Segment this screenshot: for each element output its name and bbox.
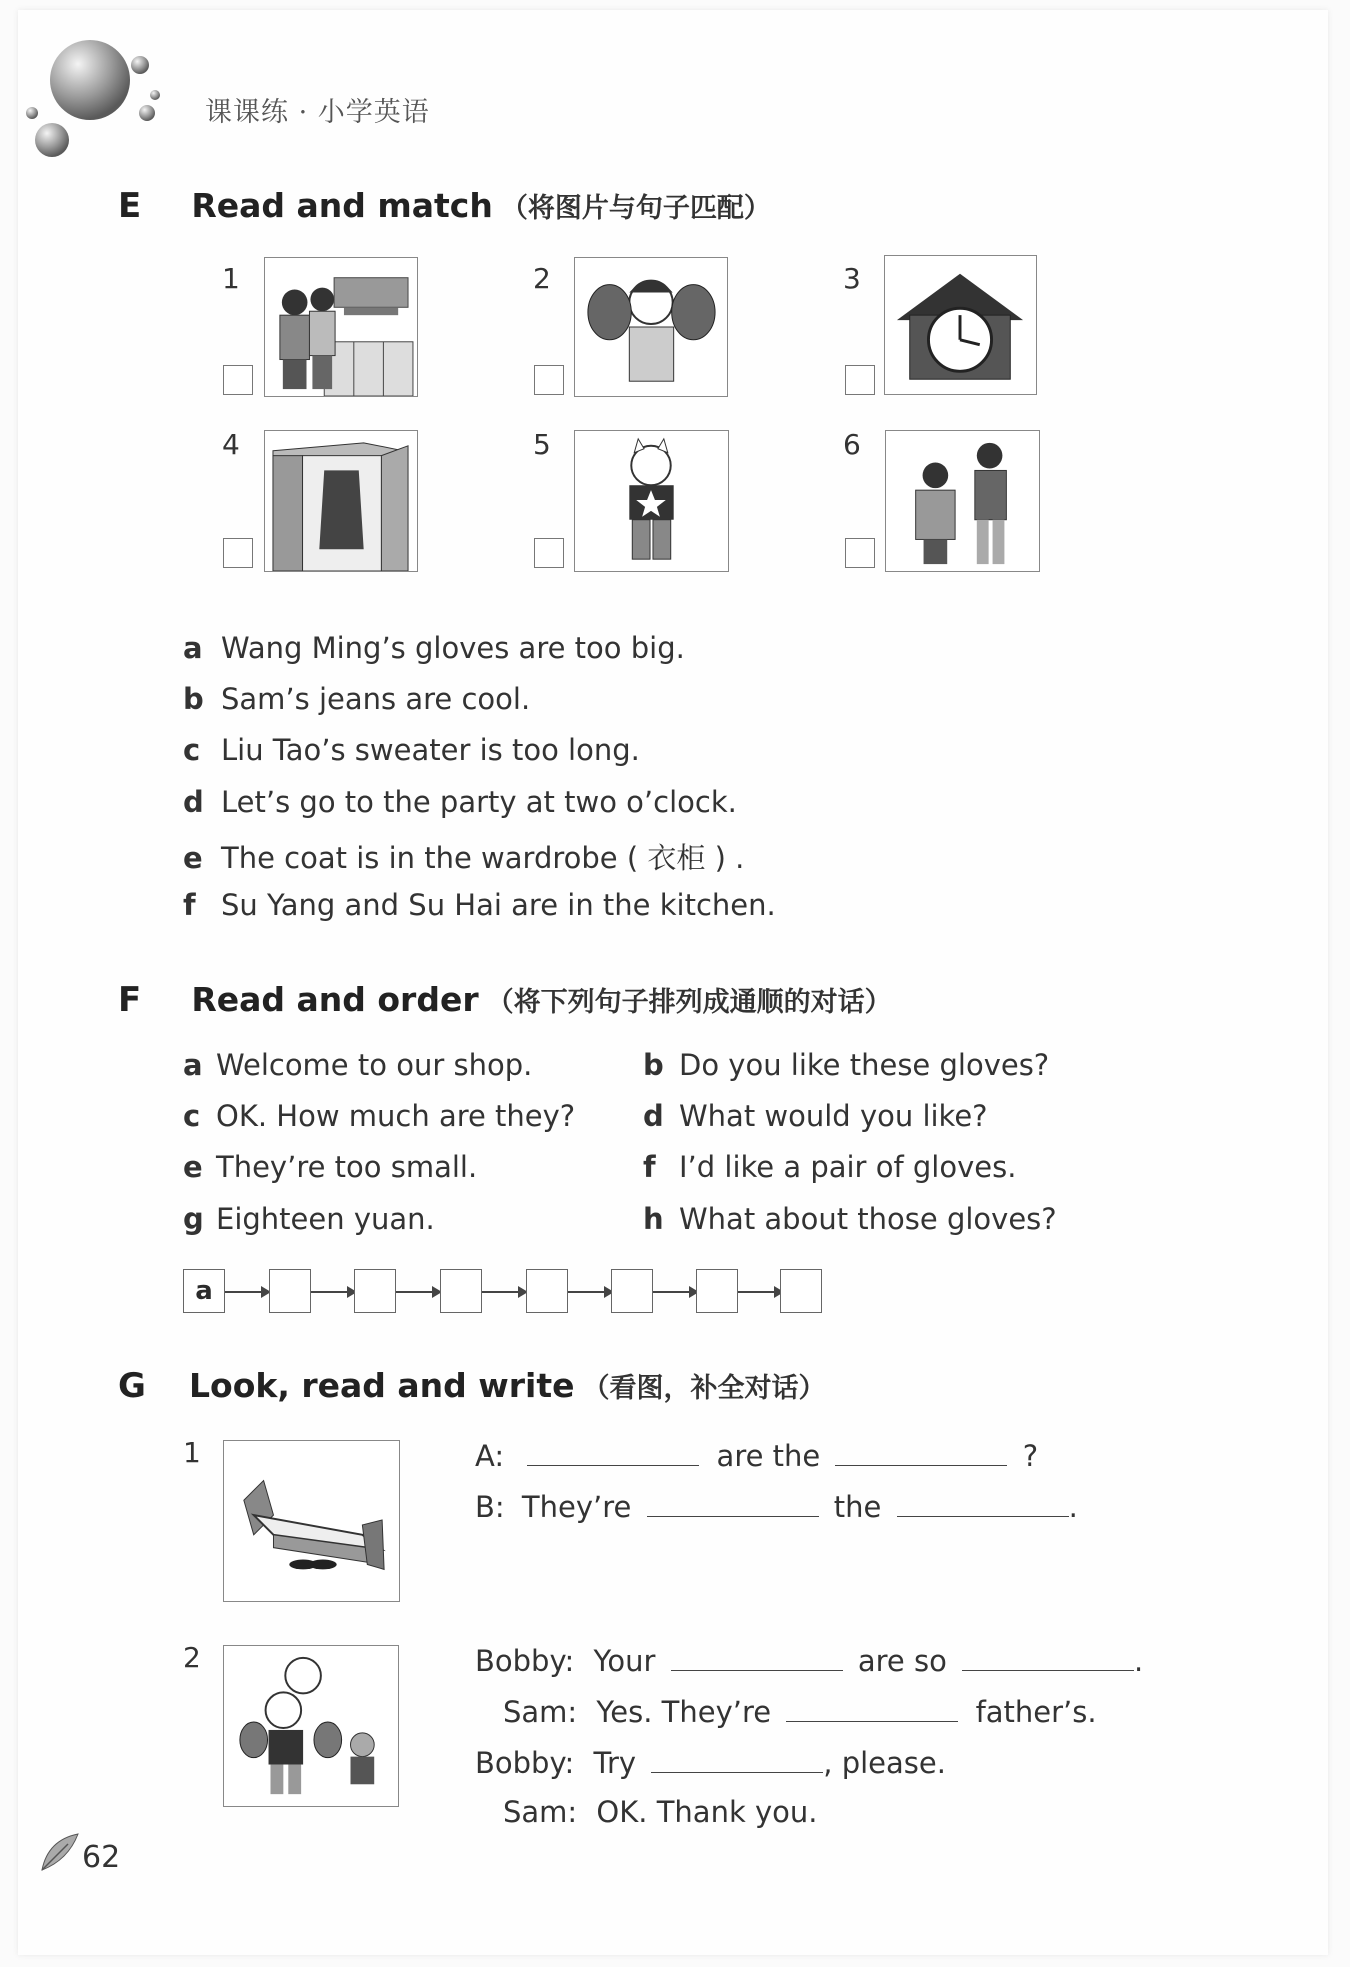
dialogue-text: the (833, 1490, 882, 1524)
item-letter: a (183, 631, 203, 665)
dialogue-text: father’s. (975, 1695, 1097, 1729)
arrow-icon (568, 1291, 612, 1293)
dialogue-text: . (1134, 1644, 1144, 1678)
order-box[interactable] (780, 1269, 822, 1313)
book-title: 课课练 · 小学英语 (205, 97, 430, 128)
dialogue-text: are the (716, 1439, 821, 1473)
answer-blank[interactable] (962, 1642, 1134, 1671)
section-subtitle: （将下列句子排列成通顺的对话） (486, 987, 892, 1018)
answer-box[interactable] (223, 538, 253, 568)
dialogue-text: Yes. They’re (596, 1695, 772, 1729)
section-letter: G (118, 1366, 146, 1406)
answer-blank[interactable] (527, 1437, 699, 1466)
sentence-item (183, 733, 640, 767)
sentence-item (183, 785, 737, 819)
answer-box[interactable] (845, 538, 875, 568)
speaker-label: Bobby: (475, 1746, 575, 1780)
speaker-label: B: (475, 1490, 505, 1524)
order-box[interactable] (440, 1269, 482, 1313)
answer-blank[interactable] (786, 1693, 958, 1722)
answer-blank[interactable] (651, 1744, 823, 1773)
answer-blank[interactable] (897, 1488, 1069, 1517)
item-text: What would you like? (679, 1099, 988, 1133)
item-text: What about those gloves? (679, 1202, 1057, 1236)
bubbles-decoration-icon (22, 35, 172, 165)
section-subtitle: （看图，补全对话） (582, 1373, 826, 1404)
item-letter: c (183, 733, 201, 767)
dialogue-text: OK. Thank you. (596, 1795, 818, 1829)
item-text: Sam’s jeans are cool. (221, 682, 531, 716)
leaf-icon (38, 1830, 82, 1874)
section-g-heading (118, 1366, 826, 1406)
order-item (183, 1150, 477, 1184)
picture-number: 3 (843, 262, 861, 295)
sentence-item (183, 631, 685, 665)
sentence-item (183, 836, 744, 877)
order-box[interactable] (696, 1269, 738, 1313)
item-letter: c (183, 1099, 201, 1133)
page-number: 62 (82, 1840, 121, 1875)
section-title: Look, read and write (189, 1366, 575, 1405)
answer-blank[interactable] (647, 1488, 819, 1517)
order-item (183, 1202, 435, 1236)
picture-number: 1 (222, 262, 240, 295)
speaker-label: Sam: (503, 1695, 578, 1729)
boy-mother-sweater-picture (885, 430, 1040, 572)
picture-number: 6 (843, 428, 861, 461)
item-letter: g (183, 1202, 204, 1236)
section-title: Read and match (191, 186, 493, 225)
dialogue-text: Your (593, 1644, 656, 1678)
dialogue-text: are so (857, 1644, 947, 1678)
section-e-heading (118, 186, 771, 226)
boy-big-gloves-picture (574, 257, 728, 397)
bed-shoes-picture (223, 1440, 400, 1602)
speaker-label: Sam: (503, 1795, 578, 1829)
arrow-icon (311, 1291, 355, 1293)
answer-box[interactable] (223, 365, 253, 395)
kitchen-children-picture (264, 257, 418, 397)
item-text: Su Yang and Su Hai are in the kitchen. (221, 888, 776, 922)
dialogue-line (503, 1693, 1097, 1729)
item-text: Welcome to our shop. (216, 1048, 533, 1082)
section-title: Read and order (191, 980, 479, 1019)
picture-number: 2 (533, 262, 551, 295)
sentence-item (183, 682, 530, 716)
order-item (643, 1202, 1057, 1236)
dialogue-line (475, 1642, 1143, 1678)
answer-blank[interactable] (835, 1437, 1007, 1466)
arrow-icon (738, 1291, 782, 1293)
dialogue-text: ? (1022, 1439, 1039, 1473)
item-text: Eighteen yuan. (216, 1202, 435, 1236)
dialogue-line (475, 1437, 1038, 1473)
item-letter: f (183, 888, 196, 922)
sentence-item (183, 888, 776, 922)
answer-box[interactable] (534, 538, 564, 568)
section-subtitle: （将图片与句子匹配） (500, 193, 771, 224)
arrow-icon (225, 1291, 269, 1293)
question-number: 1 (183, 1436, 201, 1469)
cat-jeans-picture (574, 430, 729, 572)
answer-box[interactable] (845, 365, 875, 395)
dialogue-text: , please. (823, 1746, 946, 1780)
dialogue-text: . (1068, 1490, 1078, 1524)
dialogue-line (503, 1795, 817, 1829)
order-item (643, 1150, 1016, 1184)
picture-number: 4 (222, 428, 240, 461)
question-number: 2 (183, 1641, 201, 1674)
picture-number: 5 (533, 428, 551, 461)
section-f-heading (118, 980, 892, 1020)
order-item (183, 1099, 575, 1133)
item-letter: b (183, 682, 204, 716)
item-text: Liu Tao’s sweater is too long. (221, 733, 640, 767)
speaker-label: A: (475, 1439, 505, 1473)
item-letter: e (183, 841, 203, 875)
item-letter: d (643, 1099, 664, 1133)
order-box[interactable] (526, 1269, 568, 1313)
order-item (183, 1048, 532, 1082)
answer-blank[interactable] (671, 1642, 843, 1671)
arrow-icon (482, 1291, 526, 1293)
arrow-icon (396, 1291, 440, 1293)
clock-picture (884, 255, 1037, 395)
order-item (643, 1099, 988, 1133)
speaker-label: Bobby: (475, 1644, 575, 1678)
order-box-first: a (183, 1269, 225, 1313)
item-text: The coat is in the wardrobe ( 衣柜 ) . (221, 841, 745, 875)
bobby-sam-gloves-picture (223, 1645, 399, 1807)
item-letter: f (643, 1150, 656, 1184)
order-box[interactable] (269, 1269, 311, 1313)
dialogue-text: They’re (521, 1490, 632, 1524)
item-text: Wang Ming’s gloves are too big. (221, 631, 685, 665)
answer-box[interactable] (534, 365, 564, 395)
dialogue-text: Try (593, 1746, 637, 1780)
item-letter: b (643, 1048, 664, 1082)
order-box[interactable] (611, 1269, 653, 1313)
order-box[interactable] (354, 1269, 396, 1313)
item-text: I’d like a pair of gloves. (679, 1150, 1017, 1184)
item-text: OK. How much are they? (216, 1099, 576, 1133)
section-letter: E (118, 186, 142, 226)
wardrobe-coat-picture (264, 430, 418, 572)
section-letter: F (118, 980, 142, 1020)
item-letter: d (183, 785, 204, 819)
item-text: They’re too small. (216, 1150, 478, 1184)
dialogue-line (475, 1744, 946, 1780)
dialogue-line (475, 1488, 1078, 1524)
item-letter: a (183, 1048, 203, 1082)
arrow-icon (653, 1291, 697, 1293)
item-letter: e (183, 1150, 203, 1184)
order-item (643, 1048, 1049, 1082)
item-text: Do you like these gloves? (679, 1048, 1050, 1082)
item-text: Let’s go to the party at two o’clock. (221, 785, 737, 819)
item-letter: h (643, 1202, 664, 1236)
